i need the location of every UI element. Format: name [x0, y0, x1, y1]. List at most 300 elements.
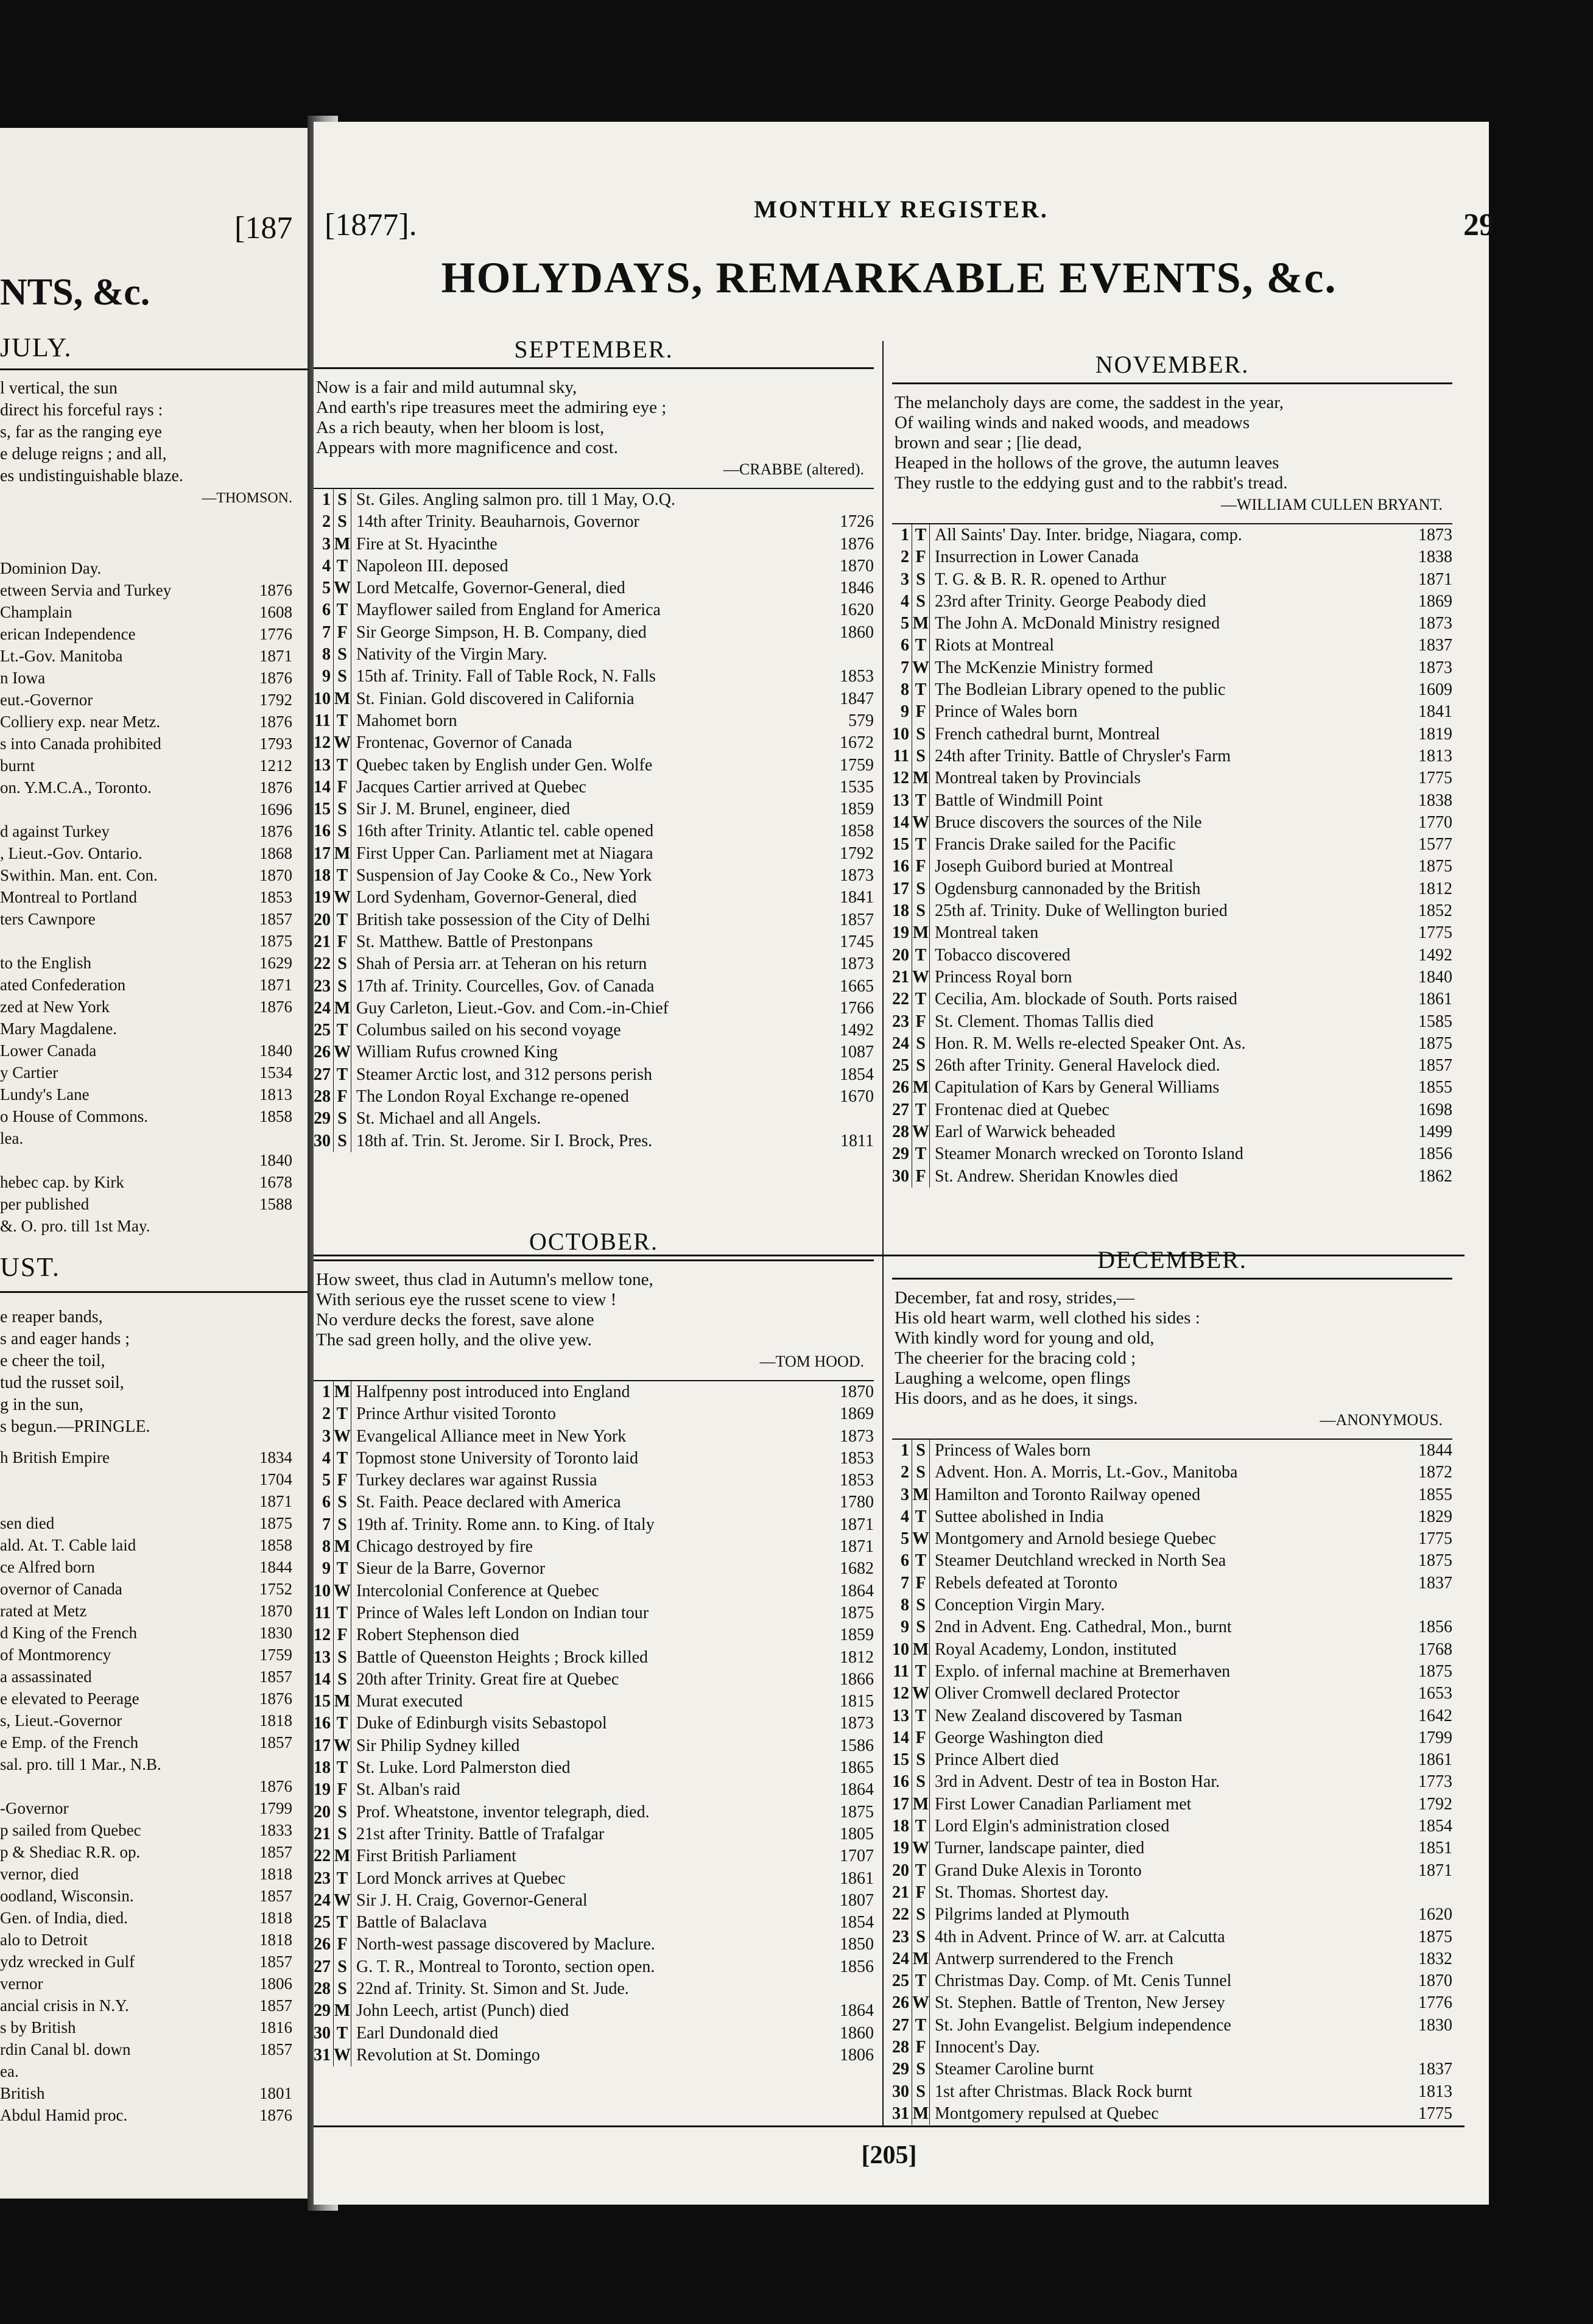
left-event-year: 1840 — [259, 1151, 292, 1169]
left-event-text: Gen. of India, died. — [0, 1909, 128, 1927]
event-day: 31 — [892, 2104, 909, 2123]
event-weekday: T — [333, 909, 351, 931]
event-text: All Saints' Day. Inter. bridge, Niagara, comp. — [935, 526, 1242, 544]
left-event-row — [0, 1127, 292, 1149]
event-row — [314, 1624, 874, 1646]
event-text: The Bodleian Library opened to the public — [935, 680, 1226, 700]
left-event-text: n Iowa — [0, 669, 46, 687]
event-row — [892, 2058, 1452, 2080]
event-text: 22nd af. Trinity. St. Simon and St. Jude. — [356, 1979, 629, 1999]
event-year: 1847 — [840, 689, 874, 708]
event-day: 7 — [901, 658, 909, 677]
left-august-events — [0, 1446, 292, 2126]
left-event-year: 1816 — [259, 2018, 292, 2037]
event-text: Steamer Caroline burnt — [935, 2060, 1094, 2079]
event-year: 1812 — [840, 1647, 874, 1667]
event-text: St. John Evangelist. Belgium independence — [935, 2015, 1231, 2035]
event-row — [314, 1086, 874, 1108]
event-weekday: W — [333, 1890, 351, 1912]
left-event-year: 1853 — [259, 888, 292, 906]
left-event-row — [0, 1171, 292, 1193]
left-event-text: to the English — [0, 954, 91, 972]
left-event-row — [0, 1534, 292, 1556]
event-day: 12 — [314, 1625, 331, 1645]
event-day: 30 — [314, 2023, 331, 2043]
left-event-year: 1876 — [259, 1777, 292, 1795]
event-day: 12 — [892, 769, 909, 788]
event-year: 1855 — [1418, 1078, 1452, 1097]
event-weekday: T — [333, 865, 351, 887]
event-weekday: M — [912, 1639, 930, 1661]
event-day: 1 — [322, 1382, 331, 1401]
event-row — [314, 644, 874, 666]
event-day: 19 — [892, 1839, 909, 1858]
event-day: 15 — [314, 800, 331, 819]
left-event-year: 1840 — [259, 1041, 292, 1060]
event-text: Turkey declares war against Russia — [356, 1471, 597, 1490]
event-row — [314, 998, 874, 1019]
left-event-text: vernor — [0, 1974, 43, 1993]
event-text: Suttee abolished in India — [935, 1507, 1104, 1526]
event-year: 1856 — [1418, 1144, 1452, 1164]
event-text: Oliver Cromwell declared Protector — [935, 1684, 1180, 1703]
event-text: Robert Stephenson died — [356, 1625, 519, 1645]
left-event-text: on. Y.M.C.A., Toronto. — [0, 778, 152, 797]
event-row — [892, 1572, 1452, 1594]
event-weekday: T — [333, 2023, 351, 2044]
left-event-row — [0, 689, 292, 711]
event-year: 1870 — [840, 1382, 874, 1401]
left-event-year: 1857 — [259, 2040, 292, 2058]
event-row — [892, 1011, 1452, 1033]
event-text: Intercolonial Conference at Quebec — [356, 1581, 599, 1600]
event-row — [892, 546, 1452, 568]
event-year: 1873 — [840, 1426, 874, 1446]
event-weekday: W — [912, 1528, 930, 1550]
left-event-row — [0, 2104, 292, 2126]
event-year: 1853 — [840, 667, 874, 686]
event-text: 25th af. Trinity. Duke of Wellington buried — [935, 901, 1228, 921]
left-event-year: 1696 — [259, 800, 292, 819]
event-text: Battle of Windmill Point — [935, 791, 1103, 810]
event-year: 1698 — [1418, 1100, 1452, 1119]
left-event-row — [0, 974, 292, 996]
event-day: 15 — [892, 835, 909, 854]
event-day: 7 — [322, 1515, 331, 1534]
event-day: 4 — [322, 1448, 331, 1468]
event-year: 1858 — [840, 822, 874, 841]
left-event-row — [0, 996, 292, 1018]
event-weekday: F — [912, 1882, 930, 1904]
event-text: Frontenac, Governor of Canada — [356, 733, 572, 753]
event-weekday: F — [912, 701, 930, 723]
event-weekday: M — [333, 1691, 351, 1713]
event-day: 1 — [901, 1441, 909, 1460]
event-weekday: T — [912, 1506, 930, 1528]
event-weekday: W — [912, 657, 930, 679]
left-event-text: ters Cawnpore — [0, 910, 96, 928]
event-weekday: T — [912, 1860, 930, 1882]
event-weekday: W — [333, 887, 351, 909]
event-weekday: T — [333, 555, 351, 577]
event-day: 16 — [314, 822, 331, 841]
event-year: 1841 — [840, 888, 874, 907]
event-weekday: S — [333, 1514, 351, 1536]
event-day: 24 — [892, 1033, 909, 1053]
left-event-text: d King of the French — [0, 1624, 137, 1642]
event-row — [892, 1099, 1452, 1121]
event-day: 29 — [314, 2001, 331, 2021]
event-row — [314, 599, 874, 621]
event-row — [892, 1639, 1452, 1661]
event-text: Montgomery and Arnold besiege Quebec — [935, 1529, 1216, 1549]
event-text: Bruce discovers the sources of the Nile — [935, 812, 1202, 832]
left-event-text: erican Independence — [0, 625, 136, 643]
event-row — [892, 790, 1452, 812]
event-text: Grand Duke Alexis in Toronto — [935, 1861, 1142, 1880]
event-day: 6 — [901, 636, 909, 655]
event-year: 1726 — [840, 512, 874, 532]
left-event-year — [250, 2060, 292, 2082]
event-year: 1792 — [840, 843, 874, 863]
left-event-text: h British Empire — [0, 1448, 110, 1467]
event-weekday: S — [912, 745, 930, 767]
event-year: 1860 — [840, 622, 874, 642]
event-text: Chicago destroyed by fire — [356, 1537, 533, 1557]
month-heading: SEPTEMBER. — [314, 335, 874, 369]
event-year: 1087 — [840, 1043, 874, 1062]
event-day: 26 — [314, 1043, 331, 1062]
left-event-row — [0, 864, 292, 886]
left-event-row — [0, 798, 292, 820]
event-year: 1577 — [1418, 835, 1452, 854]
event-weekday: T — [912, 635, 930, 657]
event-weekday: S — [912, 1771, 930, 1793]
left-event-year: 1871 — [259, 1492, 292, 1510]
event-year: 1865 — [840, 1758, 874, 1778]
event-row — [892, 988, 1452, 1010]
event-row — [892, 1484, 1452, 1506]
event-weekday: T — [333, 1757, 351, 1779]
event-weekday: T — [333, 1448, 351, 1470]
event-weekday: F — [912, 2037, 930, 2058]
left-event-text: o House of Commons. — [0, 1107, 148, 1125]
event-year: 1854 — [840, 1065, 874, 1084]
event-text: Columbus sailed on his second voyage — [356, 1021, 621, 1040]
event-day: 18 — [892, 901, 909, 921]
left-event-year: 1752 — [259, 1580, 292, 1598]
event-day: 21 — [892, 967, 909, 987]
event-day: 27 — [314, 1065, 331, 1084]
event-row — [314, 1381, 874, 1403]
event-year: 1875 — [840, 1802, 874, 1822]
event-row — [314, 1713, 874, 1734]
left-month-july: JULY. — [0, 333, 72, 362]
left-event-row — [0, 2060, 292, 2082]
left-event-year: 1792 — [259, 691, 292, 709]
left-rule — [0, 368, 308, 370]
left-event-row — [0, 1490, 292, 1512]
event-weekday: W — [333, 1041, 351, 1063]
event-weekday: S — [912, 591, 930, 613]
event-weekday: S — [333, 666, 351, 688]
left-event-text: sen died — [0, 1514, 55, 1532]
event-row — [314, 1735, 874, 1757]
event-year: 1805 — [840, 1824, 874, 1843]
event-row — [892, 1683, 1452, 1705]
left-event-text: ald. At. T. Cable laid — [0, 1536, 136, 1554]
left-event-text: e Emp. of the French — [0, 1733, 139, 1752]
left-event-year: 1876 — [259, 998, 292, 1016]
event-day: 26 — [892, 1993, 909, 2013]
event-row — [314, 1041, 874, 1063]
event-weekday: W — [912, 1121, 930, 1143]
event-weekday: T — [912, 1099, 930, 1121]
event-weekday: S — [912, 1926, 930, 1948]
event-day: 2 — [901, 1463, 909, 1482]
left-event-text — [0, 930, 250, 952]
event-weekday: S — [912, 1616, 930, 1638]
event-year: 1707 — [840, 1847, 874, 1866]
event-weekday: S — [333, 1978, 351, 2000]
event-row — [892, 1661, 1452, 1683]
event-text: Tobacco discovered — [935, 945, 1071, 965]
event-year: 1873 — [1418, 614, 1452, 633]
event-row — [892, 856, 1452, 878]
left-page-fragment — [0, 128, 308, 2199]
left-event-text: y Cartier — [0, 1063, 58, 1082]
event-weekday: F — [333, 1086, 351, 1108]
event-day: 15 — [314, 1692, 331, 1711]
event-day: 14 — [892, 812, 909, 832]
event-day: 19 — [314, 1780, 331, 1800]
poem-line: No verdure decks the forest, save alone — [316, 1310, 594, 1329]
event-year: 1768 — [1418, 1639, 1452, 1659]
event-text: St. Clement. Thomas Tallis died — [935, 1012, 1154, 1031]
left-event-year: 1868 — [259, 844, 292, 862]
event-day: 6 — [322, 600, 331, 620]
event-text: 16th after Trinity. Atlantic tel. cable opened — [356, 822, 654, 841]
left-event-year: 1608 — [259, 603, 292, 621]
left-event-year — [250, 1215, 292, 1237]
event-day: 17 — [314, 843, 331, 863]
event-weekday: T — [912, 790, 930, 812]
event-text: Pilgrims landed at Plymouth — [935, 1905, 1130, 1924]
event-day: 12 — [314, 733, 331, 753]
left-event-year: 1857 — [259, 1953, 292, 1971]
event-weekday: W — [333, 1735, 351, 1757]
event-weekday: S — [912, 878, 930, 900]
event-day: 26 — [892, 1078, 909, 1097]
event-text: Nativity of the Virgin Mary. — [356, 645, 547, 664]
poem-line: And earth's ripe treasures meet the admiring eye ; — [316, 398, 667, 417]
event-year: 1850 — [840, 1935, 874, 1954]
event-weekday: T — [333, 1064, 351, 1086]
event-row — [314, 1448, 874, 1470]
event-year: 1832 — [1418, 1949, 1452, 1968]
left-event-row — [0, 1556, 292, 1578]
event-text: First Upper Can. Parliament met at Niagara — [356, 843, 653, 863]
event-year: 1873 — [840, 954, 874, 974]
event-row — [314, 489, 874, 511]
event-year: 1838 — [1418, 548, 1452, 567]
event-row — [314, 533, 874, 555]
event-row — [314, 1491, 874, 1513]
event-day: 7 — [322, 622, 331, 642]
poem-line: How sweet, thus clad in Autumn's mellow tone, — [316, 1270, 653, 1289]
event-row — [314, 1602, 874, 1624]
left-event-year: 1876 — [259, 778, 292, 797]
event-weekday: T — [333, 1558, 351, 1580]
left-event-text: zed at New York — [0, 998, 110, 1016]
event-text: Innocent's Day. — [935, 2038, 1040, 2057]
event-text: 21st after Trinity. Battle of Trafalgar — [356, 1824, 605, 1843]
event-text: Duke of Edinburgh visits Sebastopol — [356, 1714, 607, 1733]
event-text: Antwerp surrendered to the French — [935, 1949, 1173, 1968]
left-rule — [0, 1291, 308, 1293]
event-day: 21 — [892, 1882, 909, 1902]
event-row — [892, 524, 1452, 546]
left-event-row — [0, 1731, 292, 1753]
event-year: 1864 — [840, 2001, 874, 2021]
event-year: 1861 — [1418, 1750, 1452, 1770]
event-row — [314, 843, 874, 865]
event-row — [892, 812, 1452, 834]
left-event-text: p sailed from Quebec — [0, 1821, 141, 1839]
left-event-text: ated Confederation — [0, 976, 126, 994]
event-row — [314, 887, 874, 909]
event-weekday: T — [333, 755, 351, 776]
event-day: 29 — [314, 1109, 331, 1129]
event-row — [314, 1426, 874, 1448]
event-weekday: T — [912, 834, 930, 856]
left-event-year: 1857 — [259, 910, 292, 928]
event-year: 1830 — [1418, 2015, 1452, 2035]
event-weekday: M — [333, 1845, 351, 1867]
event-day: 19 — [892, 923, 909, 943]
page-title: HOLYDAYS, REMARKABLE EVENTS, &c. — [441, 253, 1337, 302]
event-text: Earl of Warwick beheaded — [935, 1122, 1116, 1142]
left-event-text: s into Canada prohibited — [0, 734, 161, 753]
left-event-text: , Lieut.-Gov. Ontario. — [0, 844, 142, 862]
event-day: 16 — [314, 1714, 331, 1733]
event-row — [892, 635, 1452, 657]
event-weekday: M — [912, 767, 930, 789]
event-row — [892, 1616, 1452, 1638]
left-event-year: 1830 — [259, 1624, 292, 1642]
poem-line: With serious eye the russet scene to view ! — [316, 1290, 617, 1309]
event-weekday: M — [912, 613, 930, 635]
event-text: Prof. Wheatstone, inventor telegraph, died. — [356, 1802, 650, 1822]
event-text: 18th af. Trin. St. Jerome. Sir I. Brock, Pres. — [356, 1131, 653, 1150]
event-day: 8 — [322, 645, 331, 664]
event-row — [314, 1691, 874, 1713]
event-year — [820, 1108, 874, 1130]
left-event-text: e elevated to Peerage — [0, 1689, 139, 1708]
event-weekday: S — [912, 724, 930, 745]
event-row — [314, 1647, 874, 1669]
event-year: 1815 — [840, 1692, 874, 1711]
left-event-row — [0, 1062, 292, 1083]
event-year: 1873 — [840, 1714, 874, 1733]
running-head: MONTHLY REGISTER. — [754, 195, 1049, 223]
event-text: 23rd after Trinity. George Peabody died — [935, 591, 1206, 611]
event-weekday: M — [333, 843, 351, 865]
event-row — [314, 732, 874, 754]
event-weekday: S — [912, 1904, 930, 1926]
left-event-row — [0, 1775, 292, 1797]
event-day: 5 — [901, 1529, 909, 1549]
left-event-text: oodland, Wisconsin. — [0, 1887, 134, 1905]
event-year: 1812 — [1418, 879, 1452, 898]
left-event-text — [0, 1490, 250, 1512]
event-row — [314, 710, 874, 732]
left-event-year: 1870 — [259, 1602, 292, 1620]
left-event-year: 1858 — [259, 1107, 292, 1125]
event-year: 1799 — [1418, 1728, 1452, 1747]
left-event-year: 1857 — [259, 1887, 292, 1905]
event-day: 27 — [892, 2015, 909, 2035]
event-day: 23 — [892, 1927, 909, 1946]
event-year: 1499 — [1418, 1122, 1452, 1142]
event-weekday: F — [912, 1011, 930, 1033]
event-text: Ogdensburg cannonaded by the British — [935, 879, 1201, 898]
event-day: 3 — [322, 1426, 331, 1446]
left-event-year: 1534 — [259, 1063, 292, 1082]
event-year: 1854 — [840, 1913, 874, 1932]
event-year: 1620 — [840, 600, 874, 620]
event-weekday: M — [912, 1077, 930, 1099]
event-row — [314, 1890, 874, 1912]
page-footer: [205] — [861, 2141, 917, 2169]
event-text: Insurrection in Lower Canada — [935, 548, 1139, 567]
left-event-row — [0, 1644, 292, 1666]
event-day: 25 — [892, 1056, 909, 1076]
event-row — [314, 1536, 874, 1558]
event-text: St. Alban's raid — [356, 1780, 460, 1800]
month-december — [892, 1245, 1452, 2125]
left-event-text — [0, 1468, 250, 1490]
event-weekday: S — [333, 511, 351, 533]
event-weekday: T — [912, 524, 930, 546]
event-year: 1841 — [1418, 702, 1452, 722]
left-event-text: Abdul Hamid proc. — [0, 2106, 128, 2124]
event-day: 29 — [892, 2060, 909, 2079]
left-event-row — [0, 1666, 292, 1688]
event-text: Prince of Wales left London on Indian tour — [356, 1603, 649, 1622]
event-year: 1875 — [1418, 1927, 1452, 1946]
event-text: Sir George Simpson, H. B. Company, died — [356, 622, 647, 642]
left-event-row — [0, 1841, 292, 1863]
left-july-events — [0, 557, 292, 1237]
left-event-year: 1801 — [259, 2084, 292, 2102]
event-text: The McKenzie Ministry formed — [935, 658, 1153, 677]
event-row — [314, 953, 874, 975]
event-row — [892, 1077, 1452, 1099]
event-year: 1806 — [840, 2045, 874, 2065]
left-event-year: 1813 — [259, 1085, 292, 1104]
event-day: 13 — [314, 1647, 331, 1667]
event-year — [820, 1978, 874, 2000]
poem-attribution: —ANONYMOUS. — [1320, 1411, 1443, 1429]
event-row — [892, 1550, 1452, 1572]
bottom-rule — [314, 2125, 1465, 2127]
event-text: Riots at Montreal — [935, 636, 1054, 655]
event-weekday: S — [333, 1647, 351, 1669]
left-event-year: 1870 — [259, 866, 292, 884]
event-weekday: M — [912, 922, 930, 944]
left-event-text: Lt.-Gov. Manitoba — [0, 647, 123, 665]
